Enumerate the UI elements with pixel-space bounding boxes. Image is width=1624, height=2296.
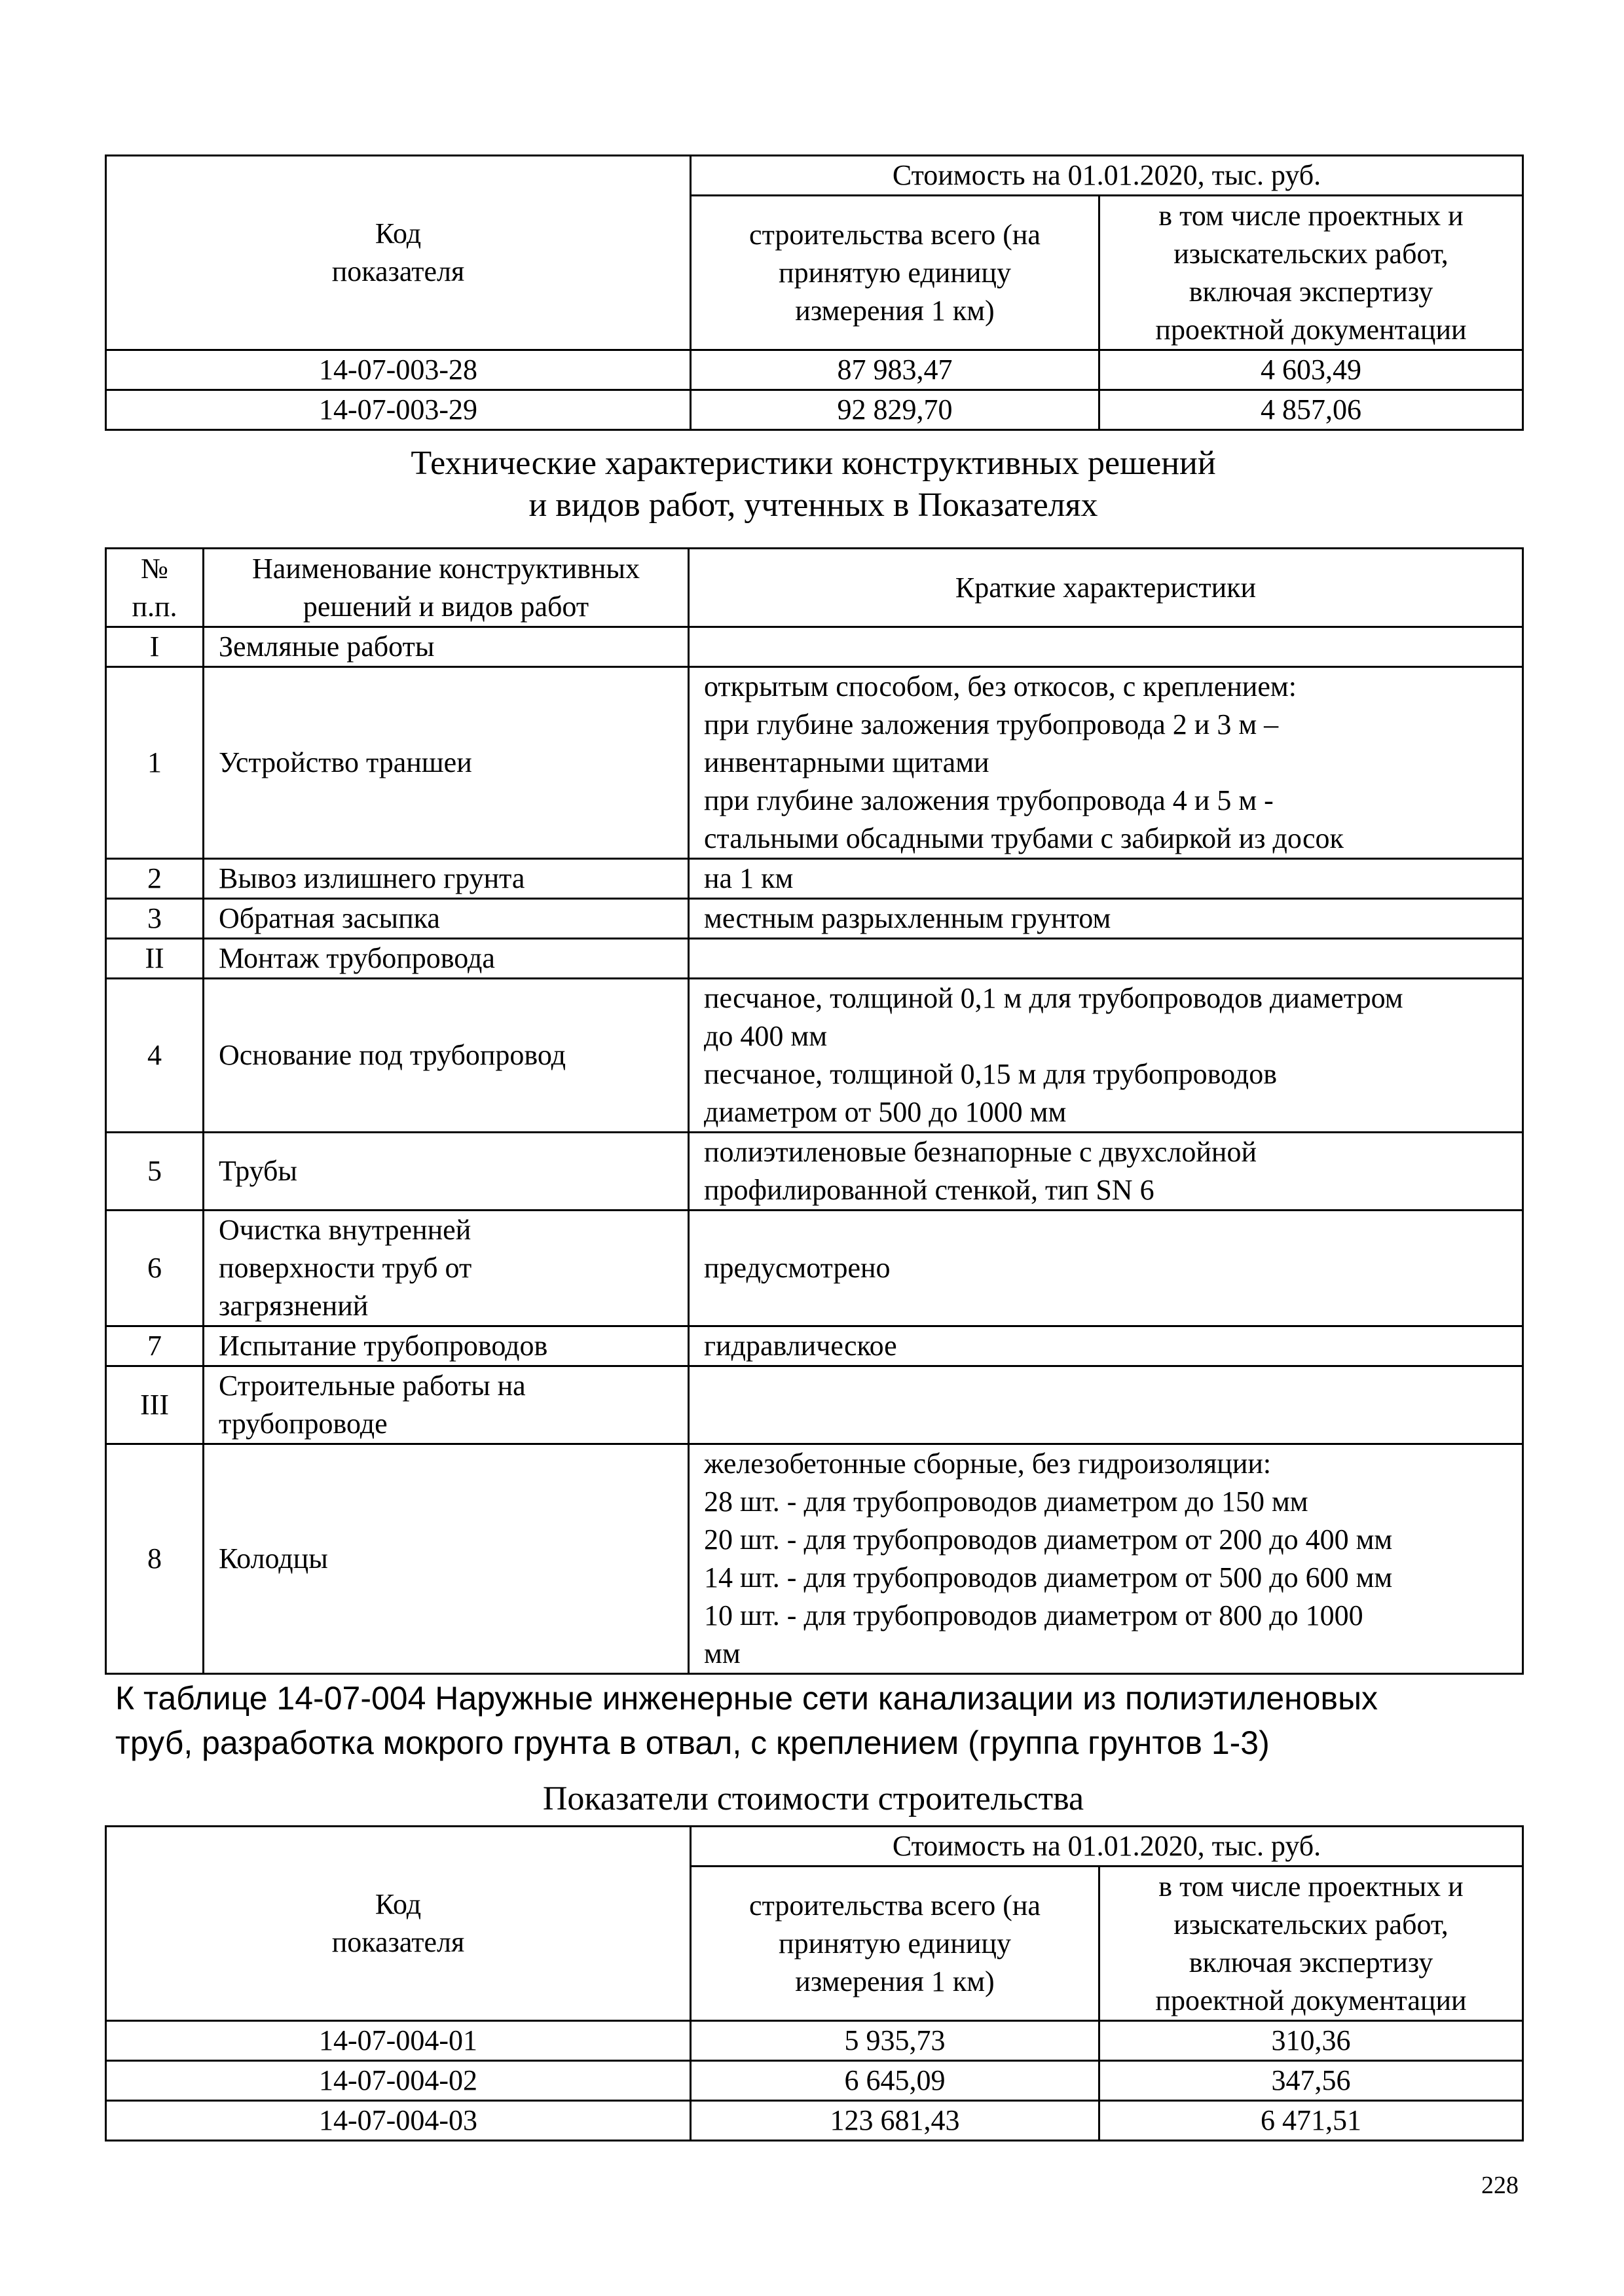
total-cost-header: строительства всего (на принятую единицу измерения 1 км) bbox=[691, 1867, 1099, 2021]
table-row bbox=[106, 1211, 1523, 1326]
total-cost: 92 829,70 bbox=[691, 390, 1099, 430]
cost-table-bottom bbox=[105, 1825, 1524, 2141]
table-row bbox=[106, 2021, 1523, 2061]
design-cost-header: в том числе проектных и изыскательских работ, включая экспертизу проектной документации bbox=[1099, 196, 1523, 350]
indicator-code: 14-07-003-28 bbox=[106, 350, 691, 390]
row-number: II bbox=[106, 939, 204, 979]
tech-table-body bbox=[106, 627, 1523, 1674]
cost-section-title: Показатели стоимости строительства bbox=[542, 1780, 1084, 1817]
row-number: I bbox=[106, 627, 204, 667]
row-name: Испытание трубопроводов bbox=[204, 1326, 689, 1366]
design-cost: 310,36 bbox=[1099, 2021, 1523, 2061]
total-cost: 6 645,09 bbox=[691, 2061, 1099, 2101]
row-name: Земляные работы bbox=[204, 627, 689, 667]
col-name-header: Наименование конструктивных решений и видов работ bbox=[204, 549, 689, 627]
table-row bbox=[106, 1326, 1523, 1366]
row-number: 8 bbox=[106, 1444, 204, 1674]
cost-header: Стоимость на 01.01.2020, тыс. руб. bbox=[691, 156, 1523, 196]
row-description bbox=[689, 1366, 1523, 1444]
indicator-code: 14-07-004-03 bbox=[106, 2101, 691, 2141]
row-name: Очистка внутренней поверхности труб от загрязнений bbox=[204, 1211, 689, 1326]
table-row bbox=[106, 350, 1523, 390]
row-description: гидравлическое bbox=[689, 1326, 1523, 1366]
row-description: железобетонные сборные, без гидроизоляции: 28 шт. - для трубопроводов диаметром до 150 мм 20 шт. - для трубопроводов диаметром от 200 до 400 мм 14 шт. - для трубопроводов диаметром от 500 до 600 мм 10 шт. - для трубопроводов диаметром от 800 до 1000 мм bbox=[689, 1444, 1523, 1674]
row-name: Вывоз излишнего грунта bbox=[204, 859, 689, 899]
indicator-code: 14-07-004-02 bbox=[106, 2061, 691, 2101]
row-number: 1 bbox=[106, 667, 204, 859]
total-cost: 5 935,73 bbox=[691, 2021, 1099, 2061]
row-description: полиэтиленовые безнапорные с двухслойной профилированной стенкой, тип SN 6 bbox=[689, 1133, 1523, 1211]
row-name: Устройство траншеи bbox=[204, 667, 689, 859]
cost-table-top bbox=[105, 155, 1524, 431]
table-row bbox=[106, 2101, 1523, 2141]
row-number: 5 bbox=[106, 1133, 204, 1211]
row-description bbox=[689, 627, 1523, 667]
cost-header: Стоимость на 01.01.2020, тыс. руб. bbox=[691, 1827, 1523, 1867]
table-row bbox=[106, 939, 1523, 979]
page-number: 228 bbox=[1481, 2172, 1519, 2199]
table-row bbox=[106, 979, 1523, 1133]
design-cost: 4 603,49 bbox=[1099, 350, 1523, 390]
table-row bbox=[106, 1366, 1523, 1444]
indicator-code: 14-07-004-01 bbox=[106, 2021, 691, 2061]
design-cost-header: в том числе проектных и изыскательских работ, включая экспертизу проектной документации bbox=[1099, 1867, 1523, 2021]
row-description: местным разрыхленным грунтом bbox=[689, 899, 1523, 939]
row-description: песчаное, толщиной 0,1 м для трубопроводов диаметром до 400 мм песчаное, толщиной 0,15 м для трубопроводов диаметром от 500 до 1000 мм bbox=[689, 979, 1523, 1133]
row-number: 7 bbox=[106, 1326, 204, 1366]
table-row bbox=[106, 2061, 1523, 2101]
row-name: Колодцы bbox=[204, 1444, 689, 1674]
table-row bbox=[106, 667, 1523, 859]
row-name: Обратная засыпка bbox=[204, 899, 689, 939]
col-desc-header: Краткие характеристики bbox=[689, 549, 1523, 627]
tech-characteristics-table bbox=[105, 547, 1524, 1675]
row-description: открытым способом, без откосов, с креплением: при глубине заложения трубопровода 2 и 3 м – инвентарными щитами при глубине заложения трубопровода 4 и 5 м - стальными обсадными трубами с забиркой из досок bbox=[689, 667, 1523, 859]
row-description: на 1 км bbox=[689, 859, 1523, 899]
table-row bbox=[106, 1444, 1523, 1674]
total-cost: 123 681,43 bbox=[691, 2101, 1099, 2141]
row-number: III bbox=[106, 1366, 204, 1444]
table-note: К таблице 14-07-004 Наружные инженерные сети канализации из полиэтиленовых труб, разработка мокрого грунта в отвал, с креплением (группа грунтов 1-3) bbox=[115, 1680, 1378, 1761]
col-num-header: № п.п. bbox=[106, 549, 204, 627]
row-name: Строительные работы на трубопроводе bbox=[204, 1366, 689, 1444]
table-row bbox=[106, 627, 1523, 667]
cost-table-top-body bbox=[106, 350, 1523, 430]
row-number: 6 bbox=[106, 1211, 204, 1326]
row-name: Монтаж трубопровода bbox=[204, 939, 689, 979]
table-row bbox=[106, 1133, 1523, 1211]
design-cost: 347,56 bbox=[1099, 2061, 1523, 2101]
code-header: Код показателя bbox=[106, 156, 691, 350]
row-name: Основание под трубопровод bbox=[204, 979, 689, 1133]
tech-section-title: Технические характеристики конструктивных решений и видов работ, учтенных в Показателях bbox=[411, 445, 1216, 524]
row-number: 4 bbox=[106, 979, 204, 1133]
total-cost: 87 983,47 bbox=[691, 350, 1099, 390]
row-name: Трубы bbox=[204, 1133, 689, 1211]
row-number: 3 bbox=[106, 899, 204, 939]
table-row bbox=[106, 390, 1523, 430]
design-cost: 6 471,51 bbox=[1099, 2101, 1523, 2141]
cost-table-bottom-body bbox=[106, 2021, 1523, 2141]
total-cost-header: строительства всего (на принятую единицу измерения 1 км) bbox=[691, 196, 1099, 350]
code-header: Код показателя bbox=[106, 1827, 691, 2021]
table-row bbox=[106, 859, 1523, 899]
row-number: 2 bbox=[106, 859, 204, 899]
design-cost: 4 857,06 bbox=[1099, 390, 1523, 430]
indicator-code: 14-07-003-29 bbox=[106, 390, 691, 430]
row-description bbox=[689, 939, 1523, 979]
table-row bbox=[106, 899, 1523, 939]
row-description: предусмотрено bbox=[689, 1211, 1523, 1326]
